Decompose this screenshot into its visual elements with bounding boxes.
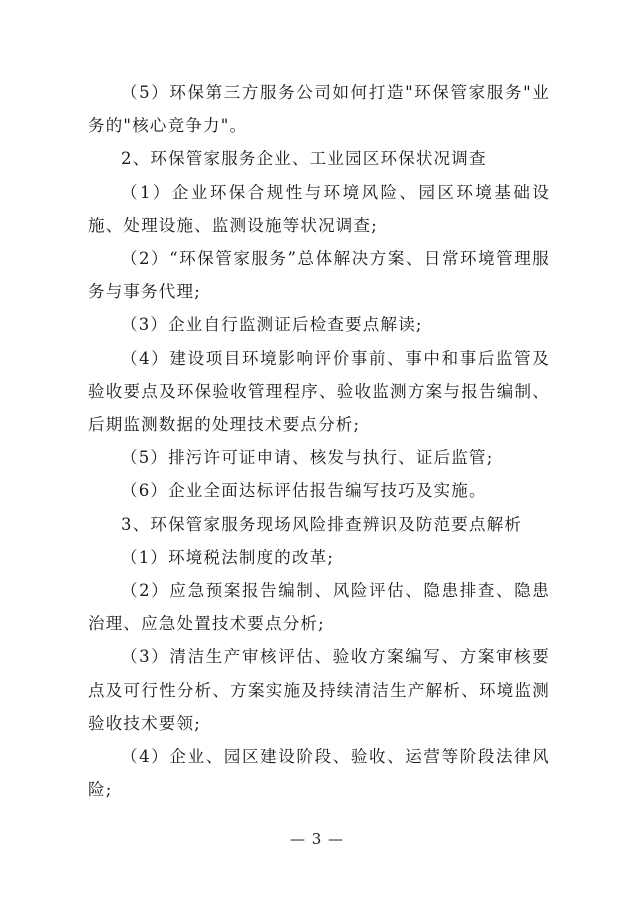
paragraph-3-self-monitoring: （3）企业自行监测证后检查要点解读;: [121, 315, 423, 335]
paragraph-1-compliance-survey: （1）企业环保合规性与环境风险、园区环境基础设施、处理设施、监测设施等状况调查;: [88, 182, 550, 235]
paragraph-4-legal-risk: （4）企业、园区建设阶段、验收、运营等阶段法律风险;: [88, 747, 550, 800]
page-number: — 3 —: [289, 830, 345, 848]
section-heading-2: 2、环保管家服务企业、工业园区环保状况调查: [121, 149, 487, 169]
paragraph-5-discharge-permit: （5）排污许可证申请、核发与执行、证后监管;: [121, 448, 494, 468]
paragraph-1-environmental-tax: （1）环境税法制度的改革;: [121, 547, 335, 567]
paragraph-2-overall-solution: （2）“环保管家服务”总体解决方案、日常环境管理服务与事务代理;: [88, 249, 550, 302]
paragraph-4-eia-supervision: （4）建设项目环境影响评价事前、事中和事后监管及验收要点及环保验收管理程序、验收监测方案与报告编制、后期监测数据的处理技术要点分析;: [88, 348, 550, 435]
paragraph-2-emergency-plan: （2）应急预案报告编制、风险评估、隐患排查、隐患治理、应急处置技术要点分析;: [88, 581, 550, 634]
paragraph-5-competitiveness: （5）环保第三方服务公司如何打造"环保管家服务"业务的"核心竞争力"。: [88, 83, 550, 136]
section-heading-3: 3、环保管家服务现场风险排查辨识及防范要点解析: [121, 514, 523, 534]
paragraph-6-compliance-report: （6）企业全面达标评估报告编写技巧及实施。: [121, 481, 487, 501]
paragraph-3-cleaner-production: （3）清洁生产审核评估、验收方案编写、方案审核要点及可行性分析、方案实施及持续清洁生产解析、环境监测验收技术要领;: [88, 647, 550, 733]
document-body: [88, 76, 550, 806]
